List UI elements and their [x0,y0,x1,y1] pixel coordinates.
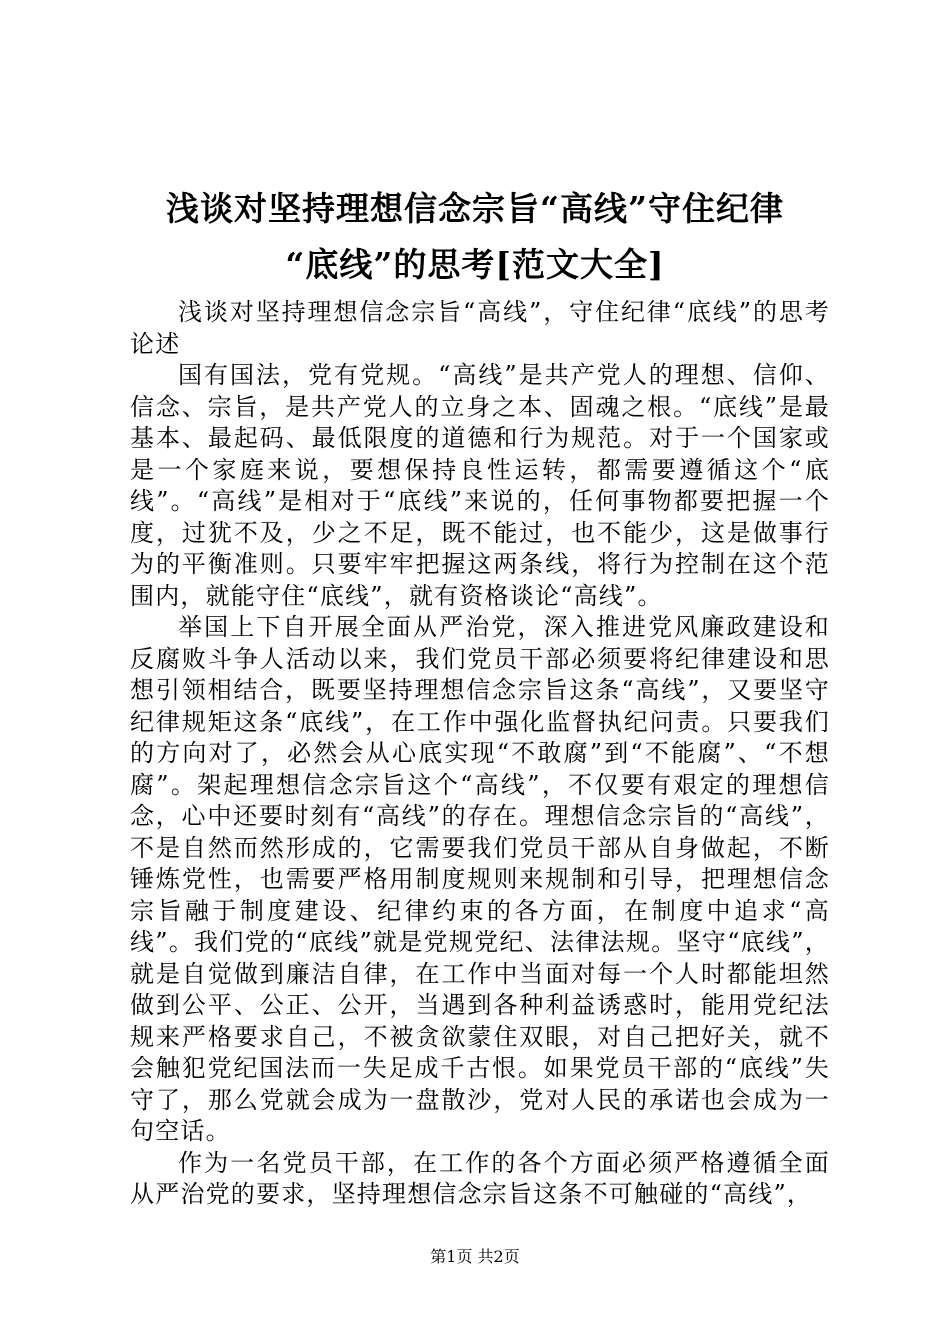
paragraph-subtitle: 浅谈对坚持理想信念宗旨“高线”，守住纪律“底线”的思考论述 [130,298,830,358]
paragraph-2: 举国上下自开展全面从严治党，深入推进党风廉政建设和反腐败斗争人活动以来，我们党员干部必须要将纪律建设和思想引领相结合，既要坚持理想信念宗旨这条“高线”，又要坚守纪律规矩这条“底线”，在工作中强化监督执纪问责。只要我们的方向对了，必然会从心底实现“不敢腐”到“不能腐”、“不想腐”。架起理想信念宗旨这个“高线”，不仅要有艰定的理想信念，心中还要时刻有“高线”的存在。理想信念宗旨的“高线”，不是自然而然形成的，它需要我们党员干部从自身做起，不断锤炼党性，也需要严格用制度规则来规制和引导，把理想信念宗旨融于制度建设、纪律约束的各方面，在制度中追求“高线”。我们党的“底线”就是党规党纪、法律法规。坚守“底线”，就是自觉做到廉洁自律，在工作中当面对每一个人时都能坦然做到公平、公正、公开，当遇到各种利益诱惑时，能用党纪法规来严格要求自己，不被贪欲蒙住双眼，对自己把好关，就不会触犯党纪国法而一失足成千古恨。如果党员干部的“底线”失守了，那么党就会成为一盘散沙，党对人民的承诺也会成为一句空话。 [130,613,830,1145]
document-body [130,297,830,1211]
paragraph-1: 国有国法，党有党规。“高线”是共产党人的理想、信仰、信念、宗旨，是共产党人的立身之本、固魂之根。“底线”是最基本、最起码、最低限度的道德和行为规范。对于一个国家或是一个家庭来说，要想保持良性运转，都需要遵循这个“底线”。“高线”是相对于“底线”来说的，任何事物都要把握一个度，过犹不及，少之不足，既不能过，也不能少，这是做事行为的平衡准则。只要牢牢把握这两条线，将行为控制在这个范围内，就能守住“底线”，就有资格谈论“高线”。 [130,361,830,610]
page-number: 第1页 共2页 [430,1247,520,1266]
title-line-2: “底线”的思考[范文大全] [285,245,665,284]
title-line-1: 浅谈对坚持理想信念宗旨“高线”守住纪律 [166,189,784,228]
paragraph-3: 作为一名党员干部，在工作的各个方面必须严格遵循全面从严治党的要求，坚持理想信念宗旨这条不可触碰的“高线”， [130,1148,830,1208]
